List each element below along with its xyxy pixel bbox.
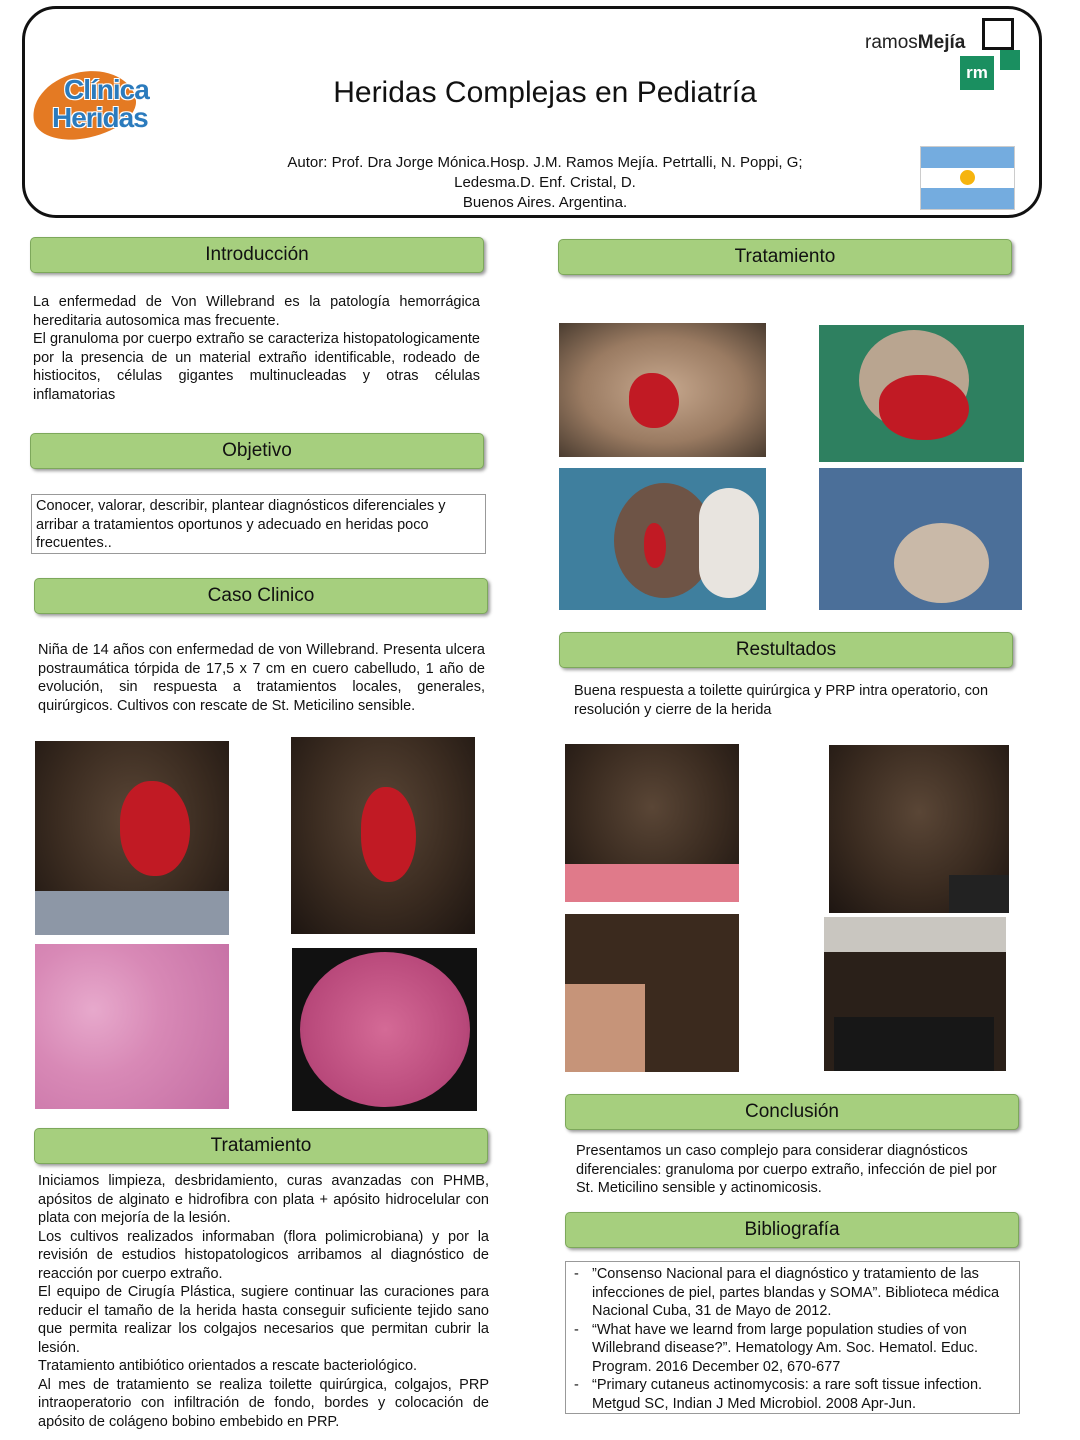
clinica-heridas-logo — [28, 68, 178, 142]
surgery-photo-4 — [819, 468, 1022, 610]
conclusion-text: Presentamos un caso complejo para considerar diagnósticos diferenciales: granuloma por cuerpo extraño, infección de piel por St. Meticilino sensible y actinomicosis. — [576, 1143, 997, 1196]
histology-photo-1 — [35, 944, 229, 1109]
histology-photo-2 — [292, 948, 477, 1111]
objetivo-heading: Objetivo — [30, 433, 484, 469]
logo-right-bold: Mejía — [917, 32, 966, 53]
logo-right-mark: rm — [960, 56, 994, 90]
bibliografia-list — [565, 1261, 1020, 1414]
logo-left-line2: Heridas — [52, 102, 148, 133]
conclusion-heading: Conclusión — [565, 1094, 1019, 1130]
authors-line-3: Buenos Aires. Argentina. — [462, 194, 628, 211]
bibliografia-heading: Bibliografía — [565, 1212, 1019, 1248]
surgery-photo-1 — [559, 323, 766, 457]
ramos-mejia-logo — [860, 14, 1025, 94]
authors-line-2: Ledesma.D. Enf. Cristal, D. — [454, 174, 636, 191]
authors-block — [240, 153, 850, 213]
bib-item: - “What have we learnd from large population studies of von Willebrand disease?”. Hematology Am. Soc. Hematol. Educ. Program. 2016 December 02, 670-677 — [570, 1321, 1015, 1377]
surgery-photo-2 — [819, 325, 1024, 462]
case-photo-scalp-wound-2 — [291, 737, 475, 934]
surgery-photo-3 — [559, 468, 766, 610]
case-photo-scalp-wound-1 — [35, 741, 229, 935]
caso-clinico-text: Niña de 14 años con enfermedad de von Willebrand. Presenta ulcera postraumática tórpida de 17,5 x 7 cm en cuero cabelludo, 1 año de evolución, sin respuesta a tratamientos locales, generales, quirúrgicos. Cultivos con rescate de St. Meticilino sensible. — [38, 642, 485, 714]
result-photo-3 — [565, 914, 739, 1072]
result-photo-1 — [565, 744, 739, 902]
result-photo-4 — [824, 917, 1006, 1071]
bib-item: - ”Consenso Nacional para el diagnóstico y tratamiento de las infecciones de piel, partes blandas y SOMA”. Biblioteca médica Nacional Cuba, 31 de Mayo de 2012. — [570, 1265, 1015, 1321]
intro-paragraph-1: La enfermedad de Von Willebrand es la patología hemorrágica hereditaria autosomica mas frecuente. — [33, 294, 480, 329]
tratamiento-paragraph-4: Tratamiento antibiótico orientados a rescate bacteriológico. — [38, 1358, 418, 1374]
resultados-text: Buena respuesta a toilette quirúrgica y PRP intra operatorio, con resolución y cierre de la herida — [574, 683, 989, 718]
tratamiento-paragraph-2: Los cultivos realizados informaban (flora polimicrobiana) y por la revisión de estudios histopatologicos arribamos al diagnóstico de reacción por cuerpo extraño. — [38, 1228, 489, 1282]
argentina-flag-icon — [920, 146, 1015, 210]
result-photo-2 — [829, 745, 1009, 913]
intro-text — [33, 293, 480, 404]
tratamiento-paragraph-5: Al mes de tratamiento se realiza toilette quirúrgica, colgajos, PRP intraoperatorio con infiltración de fondo, bordes y colocación de apósito de colágeno bobino embebido en PRP. — [38, 1376, 489, 1430]
tratamiento-paragraph-3: El equipo de Cirugía Plástica, sugiere continuar las curaciones para reducir el tamaño de la herida hasta conseguir suficiente tejido sano que permita realizar los colgajos necesarios que permitan cubrir la lesión. — [38, 1284, 489, 1356]
resultados-heading: Restultados — [559, 632, 1013, 668]
tratamiento-left-text — [38, 1172, 489, 1431]
logo-left-line1: Clínica — [64, 74, 149, 105]
intro-heading: Introducción — [30, 237, 484, 273]
bib-item: - “Primary cutaneus actinomycosis: a rare soft tissue infection. Metgud SC, Indian J Med Microbiol. 2008 Apr-Jun. — [570, 1376, 1015, 1413]
logo-right-prefix: ramos — [865, 32, 918, 53]
tratamiento-left-heading: Tratamiento — [34, 1128, 488, 1164]
tratamiento-right-heading: Tratamiento — [558, 239, 1012, 275]
tratamiento-paragraph-1: Iniciamos limpieza, desbridamiento, curas avanzadas con PHMB, apósitos de alginato e hidrofibra con plata + apósito hidrocelular con plata con mejoría de la lesión. — [38, 1173, 489, 1226]
caso-clinico-heading: Caso Clinico — [34, 578, 488, 614]
poster-title: Heridas Complejas en Pediatría — [333, 76, 757, 109]
intro-paragraph-2: El granuloma por cuerpo extraño se caracteriza histopatologicamente por la presencia de un material extraño identificable, rodeado de histiocitos, células gigantes multinucleadas y otras células inflamatorias — [33, 331, 480, 403]
authors-line-1: Autor: Prof. Dra Jorge Mónica.Hosp. J.M. Ramos Mejía. Petrtalli, N. Poppi, G; — [287, 154, 803, 171]
objetivo-text: Conocer, valorar, describir, plantear diagnósticos diferenciales y arribar a tratamientos oportunos y adecuado en heridas poco frecuentes.. — [31, 494, 486, 554]
